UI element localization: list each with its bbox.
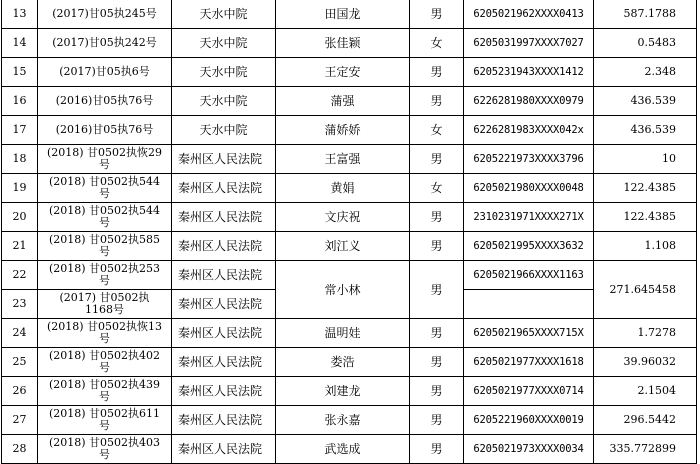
court-cell: 天水中院 (172, 87, 276, 116)
sex-cell: 女 (410, 116, 464, 145)
row-number-cell: 26 (2, 377, 38, 406)
name-cell: 田国龙 (276, 0, 410, 29)
court-cell: 天水中院 (172, 116, 276, 145)
amount-cell: 122.4385 (594, 174, 697, 203)
name-cell: 文庆祝 (276, 203, 410, 232)
name-cell: 武选成 (276, 435, 410, 464)
row-number-cell: 23 (2, 290, 38, 319)
name-cell: 娄浩 (276, 348, 410, 377)
case-number-cell: (2016)甘05执76号 (38, 87, 172, 116)
name-cell: 刘建龙 (276, 377, 410, 406)
case-number-cell: (2018) 甘0502执403号 (38, 435, 172, 464)
name-cell: 张永嘉 (276, 406, 410, 435)
table-row (2, 261, 697, 290)
court-cell: 秦州区人民法院 (172, 203, 276, 232)
table-row (2, 319, 697, 348)
sex-cell: 男 (410, 319, 464, 348)
court-cell: 秦州区人民法院 (172, 377, 276, 406)
id-number-cell: 6205221973XXXX3796 (464, 145, 594, 174)
id-number-cell: 6205221960XXXX0019 (464, 406, 594, 435)
id-number-cell: 6205021980XXXX0048 (464, 174, 594, 203)
row-number-cell: 16 (2, 87, 38, 116)
row-number-cell: 20 (2, 203, 38, 232)
case-number-cell: (2017)甘05执245号 (38, 0, 172, 29)
row-number-cell: 24 (2, 319, 38, 348)
id-number-cell: 6205021973XXXX0034 (464, 435, 594, 464)
court-cell: 秦州区人民法院 (172, 232, 276, 261)
sex-cell: 男 (410, 145, 464, 174)
case-number-cell: (2018) 甘0502执611号 (38, 406, 172, 435)
sex-cell: 男 (410, 377, 464, 406)
court-cell: 秦州区人民法院 (172, 435, 276, 464)
id-number-cell: 6226281983XXXX042x (464, 116, 594, 145)
case-number-cell: (2018) 甘0502执402号 (38, 348, 172, 377)
row-number-cell: 27 (2, 406, 38, 435)
id-number-cell: 6205021977XXXX0714 (464, 377, 594, 406)
row-number-cell: 22 (2, 261, 38, 290)
amount-cell: 39.96032 (594, 348, 697, 377)
table-row (2, 58, 697, 87)
sex-cell: 男 (410, 0, 464, 29)
amount-cell: 296.5442 (594, 406, 697, 435)
name-cell: 蒲强 (276, 87, 410, 116)
row-number-cell: 14 (2, 29, 38, 58)
amount-cell: 271.645458 (594, 261, 697, 319)
sex-cell: 男 (410, 261, 464, 319)
name-cell: 黄娟 (276, 174, 410, 203)
sex-cell: 女 (410, 29, 464, 58)
case-number-cell: (2017)甘05执242号 (38, 29, 172, 58)
id-number-cell: 6205021977XXXX1618 (464, 348, 594, 377)
sex-cell: 男 (410, 87, 464, 116)
court-cell: 秦州区人民法院 (172, 348, 276, 377)
debtor-table (1, 0, 697, 464)
name-cell: 常小林 (276, 261, 410, 319)
case-number-cell: (2018) 甘0502执544号 (38, 174, 172, 203)
sex-cell: 男 (410, 232, 464, 261)
row-number-cell: 21 (2, 232, 38, 261)
case-number-cell: (2018) 甘0502执253号 (38, 261, 172, 290)
court-cell: 秦州区人民法院 (172, 261, 276, 290)
row-number-cell: 17 (2, 116, 38, 145)
sex-cell: 男 (410, 406, 464, 435)
case-number-cell: (2018) 甘0502执544号 (38, 203, 172, 232)
sex-cell: 女 (410, 174, 464, 203)
name-cell: 张佳颖 (276, 29, 410, 58)
name-cell: 王定安 (276, 58, 410, 87)
table-row (2, 232, 697, 261)
amount-cell: 1.108 (594, 232, 697, 261)
amount-cell: 1.7278 (594, 319, 697, 348)
row-number-cell: 18 (2, 145, 38, 174)
amount-cell: 436.539 (594, 116, 697, 145)
row-number-cell: 13 (2, 0, 38, 29)
id-number-cell (464, 290, 594, 319)
amount-cell: 10 (594, 145, 697, 174)
case-number-cell: (2018) 甘0502执恢29号 (38, 145, 172, 174)
table-row (2, 29, 697, 58)
id-number-cell: 6205021995XXXX3632 (464, 232, 594, 261)
id-number-cell: 2310231971XXXX271X (464, 203, 594, 232)
court-cell: 秦州区人民法院 (172, 145, 276, 174)
name-cell: 蒲娇娇 (276, 116, 410, 145)
amount-cell: 2.1504 (594, 377, 697, 406)
table-row (2, 174, 697, 203)
table-row (2, 87, 697, 116)
row-number-cell: 28 (2, 435, 38, 464)
row-number-cell: 19 (2, 174, 38, 203)
table-row (2, 377, 697, 406)
name-cell: 刘江义 (276, 232, 410, 261)
id-number-cell: 6205031997XXXX7027 (464, 29, 594, 58)
amount-cell: 436.539 (594, 87, 697, 116)
id-number-cell: 6226281980XXXX0979 (464, 87, 594, 116)
sex-cell: 男 (410, 203, 464, 232)
amount-cell: 0.5483 (594, 29, 697, 58)
id-number-cell: 6205021966XXXX1163 (464, 261, 594, 290)
row-number-cell: 15 (2, 58, 38, 87)
sex-cell: 男 (410, 435, 464, 464)
id-number-cell: 6205021962XXXX0413 (464, 0, 594, 29)
case-number-cell: (2016)甘05执76号 (38, 116, 172, 145)
name-cell: 温明娃 (276, 319, 410, 348)
amount-cell: 2.348 (594, 58, 697, 87)
court-cell: 秦州区人民法院 (172, 319, 276, 348)
court-cell: 天水中院 (172, 58, 276, 87)
table-row (2, 0, 697, 29)
case-number-cell: (2018) 甘0502执恢13号 (38, 319, 172, 348)
table-row (2, 435, 697, 464)
court-cell: 天水中院 (172, 29, 276, 58)
row-number-cell: 25 (2, 348, 38, 377)
court-cell: 秦州区人民法院 (172, 174, 276, 203)
court-cell: 秦州区人民法院 (172, 406, 276, 435)
court-cell: 秦州区人民法院 (172, 290, 276, 319)
name-cell: 王富强 (276, 145, 410, 174)
sex-cell: 男 (410, 348, 464, 377)
amount-cell: 122.4385 (594, 203, 697, 232)
case-number-cell: (2018) 甘0502执439号 (38, 377, 172, 406)
table-row (2, 348, 697, 377)
amount-cell: 587.1788 (594, 0, 697, 29)
table-row (2, 203, 697, 232)
table-row (2, 406, 697, 435)
table-row (2, 145, 697, 174)
amount-cell: 335.772899 (594, 435, 697, 464)
case-number-cell: (2017)甘05执6号 (38, 58, 172, 87)
id-number-cell: 6205231943XXXX1412 (464, 58, 594, 87)
court-cell: 天水中院 (172, 0, 276, 29)
sex-cell: 男 (410, 58, 464, 87)
table-row (2, 116, 697, 145)
id-number-cell: 6205021965XXXX715X (464, 319, 594, 348)
case-number-cell: (2018) 甘0502执585号 (38, 232, 172, 261)
case-number-cell: (2017) 甘0502执1168号 (38, 290, 172, 319)
